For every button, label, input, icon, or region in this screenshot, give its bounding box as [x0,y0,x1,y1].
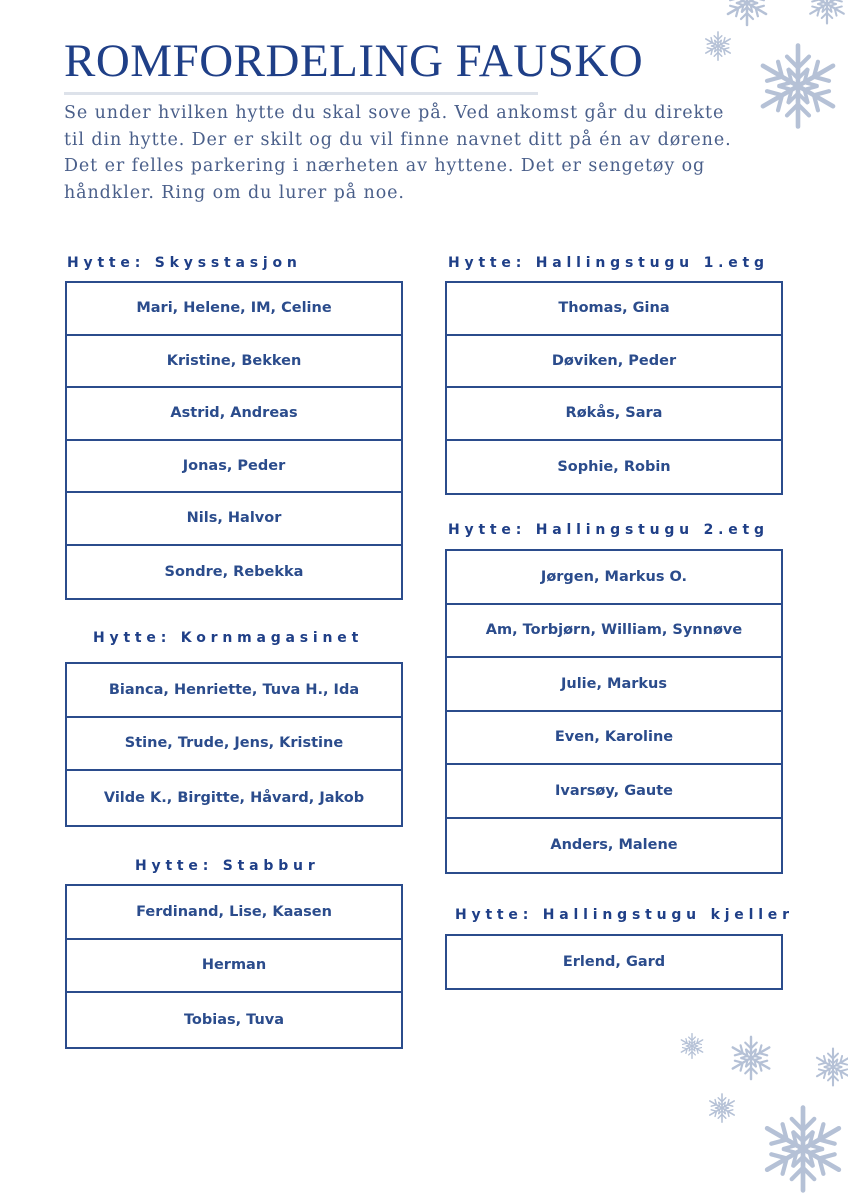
room-row: Am, Torbjørn, William, Synnøve [447,605,781,659]
snowflake-icon [727,1034,775,1082]
snowflake-icon [812,1046,848,1088]
room-row: Thomas, Gina [447,283,781,336]
cabin-table-kornmagasinet [65,662,403,827]
room-row: Røkås, Sara [447,388,781,441]
room-row: Nils, Halvor [67,493,401,546]
cabin-table-stabbur [65,884,403,1049]
cabin-table-hallingstugu-1etg [445,281,783,495]
room-row: Bianca, Henriette, Tuva H., Ida [67,664,401,718]
snowflake-icon [752,40,844,132]
room-row: Sophie, Robin [557,458,671,475]
room-row: Kristine, Bekken [67,336,401,389]
cabin-title-skysstasjon: Hytte: Skysstasjon [67,255,302,271]
cabin-title-hallingstugu-1etg: Hytte: Hallingstugu 1.etg [448,255,769,271]
title-underline [64,92,538,95]
room-row: Herman [67,940,401,994]
cabin-table-hallingstugu-kjeller [445,934,783,990]
cabin-title-kornmagasinet: Hytte: Kornmagasinet [93,630,364,646]
room-row: Even, Karoline [447,712,781,766]
intro-text: Se under hvilken hytte du skal sove på. Ved ankomst går du direkte til din hytte. Der er skilt og du vil finne navnet ditt på én av dørene. Det er felles parkering i nærheten av hyttene. Det er sengetøy og håndkler. Ring om du lurer på noe. [64,103,732,203]
room-row: Erlend, Gard [562,954,666,970]
cabin-title-stabbur: Hytte: Stabbur [135,858,320,874]
snowflake-icon [756,1102,848,1196]
cabin-table-hallingstugu-2etg [445,549,783,874]
room-row: Jonas, Peder [67,441,401,494]
room-row: Vilde K., Birgitte, Håvard, Jakob [103,789,365,806]
room-row: Julie, Markus [447,658,781,712]
room-row: Astrid, Andreas [67,388,401,441]
room-row: Tobias, Tuva [183,1011,285,1028]
room-row: Stine, Trude, Jens, Kristine [67,718,401,772]
snowflake-icon [678,1032,706,1060]
snowflake-icon [805,0,848,26]
room-row: Døviken, Peder [447,336,781,389]
snowflake-icon [706,1092,738,1124]
snowflake-icon [702,30,734,62]
room-row: Jørgen, Markus O. [447,551,781,605]
cabin-table-skysstasjon [65,281,403,600]
room-row: Mari, Helene, IM, Celine [67,283,401,336]
cabin-title-hallingstugu-2etg: Hytte: Hallingstugu 2.etg [448,522,769,538]
page-title: ROMFORDELING FAUSKO [64,35,644,87]
room-row: Anders, Malene [550,837,678,854]
cabin-title-hallingstugu-kjeller: Hytte: Hallingstugu kjeller [455,907,794,923]
room-row: Ferdinand, Lise, Kaasen [67,886,401,940]
snowflake-icon [722,0,772,28]
room-row: Sondre, Rebekka [164,563,304,580]
room-row: Ivarsøy, Gaute [447,765,781,819]
